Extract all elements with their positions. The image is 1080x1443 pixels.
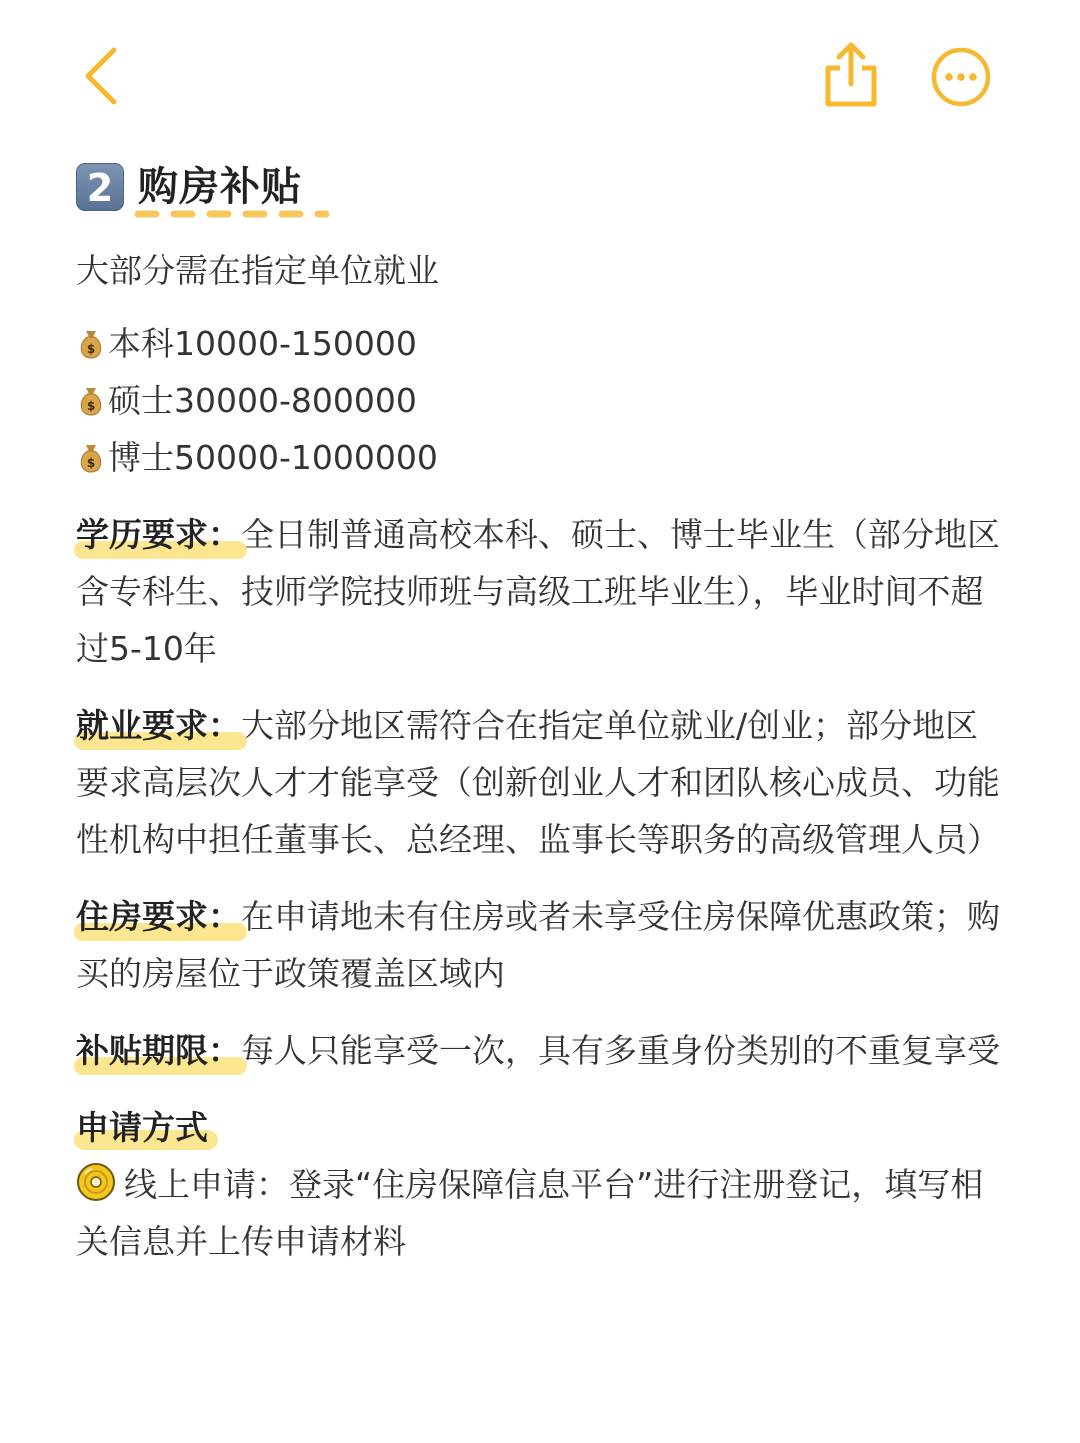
more-options-button[interactable] [930, 46, 992, 108]
number-badge: 2 [76, 163, 124, 211]
dvd-disc-icon [76, 1162, 116, 1202]
requirement-text: 全日制普通高校本科、硕士、博士毕业生（部分地区含专科生、技师学院技师班与高级工班毕业生），毕业时间不超过5-10年 [76, 515, 1000, 668]
list-item [76, 315, 1006, 372]
apply-online-item [76, 1156, 1006, 1270]
share-icon [822, 40, 880, 110]
list-item [76, 372, 1006, 429]
article-content [76, 150, 1006, 1270]
money-bag-icon [76, 385, 106, 417]
more-horizontal-icon [930, 46, 992, 108]
requirement-label: 住房要求： [76, 888, 241, 945]
svg-text:$: $ [86, 455, 96, 470]
title-wrapper [138, 150, 302, 224]
page-title: 购房补贴 [138, 164, 302, 210]
top-navigation-bar [0, 0, 1080, 150]
requirement-text: 每人只能享受一次，具有多重身份类别的不重复享受 [241, 1031, 1000, 1070]
requirement-housing [76, 888, 1006, 1002]
article-title-row [76, 150, 1006, 224]
amount-text: 硕士30000-800000 [108, 381, 417, 420]
requirement-text: 在申请地未有住房或者未享受住房保障优惠政策；购买的房屋位于政策覆盖区域内 [76, 897, 1000, 993]
apply-method [76, 1099, 1006, 1270]
amount-text: 博士50000-1000000 [108, 438, 438, 477]
chevron-left-icon [78, 44, 126, 108]
requirement-period [76, 1022, 1006, 1079]
list-item [76, 429, 1006, 486]
requirement-label: 就业要求： [76, 697, 241, 754]
apply-text: 线上申请：登录“住房保障信息平台”进行注册登记，填写相关信息并上传申请材料 [76, 1165, 984, 1261]
svg-text:$: $ [86, 341, 96, 356]
title-dashed-underline [134, 210, 330, 218]
subsidy-amount-list [76, 315, 1006, 486]
amount-text: 本科10000-150000 [108, 324, 417, 363]
money-bag-icon [76, 328, 106, 360]
requirement-label: 学历要求： [76, 506, 241, 563]
svg-text:$: $ [86, 398, 96, 413]
share-button[interactable] [822, 40, 880, 110]
requirement-education [76, 506, 1006, 677]
requirement-text: 大部分地区需符合在指定单位就业/创业；部分地区要求高层次人才才能享受（创新创业人才和团队核心成员、功能性机构中担任董事长、总经理、监事长等职务的高级管理人员） [76, 706, 1000, 859]
apply-title: 申请方式 [76, 1099, 208, 1156]
requirement-label: 补贴期限： [76, 1022, 241, 1079]
intro-text: 大部分需在指定单位就业 [76, 251, 439, 290]
requirement-employment [76, 697, 1006, 868]
back-button[interactable] [78, 44, 126, 108]
money-bag-icon [76, 442, 106, 474]
